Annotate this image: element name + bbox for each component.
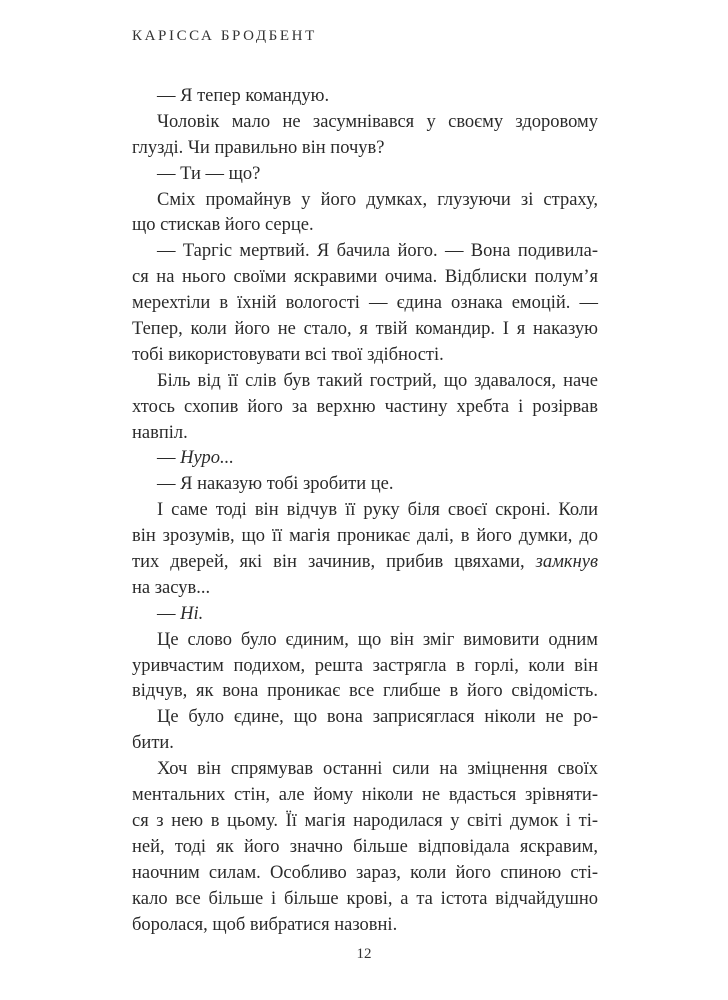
text-line: Чоловік мало не засумнівався у своєму здоровому	[157, 111, 598, 132]
text-line: — Нуро...	[157, 448, 234, 469]
italic-text: Ні.	[180, 603, 204, 624]
text-line: — Ти — що?	[157, 163, 261, 184]
text-line: — Таргіс мертвий. Я бачила його. — Вона подивила-	[157, 241, 598, 262]
text-line: — Я тепер командую.	[157, 86, 330, 106]
text-line: тобі використовувати всі твої здібності.	[132, 344, 444, 365]
text-line: — Я наказую тобі зробити це.	[157, 474, 394, 495]
text-line: ся з нею в цьому. Її магія народилася у світі думок і ті-	[132, 810, 598, 831]
text-line: ся на нього своїми яскравими очима. Відблиски полум’я	[132, 267, 598, 288]
text-line: боролася, щоб вибратися назовні.	[132, 914, 398, 935]
text-line: навпіл.	[132, 422, 188, 443]
text-line: кало все більше і більше крові, а та істота відчайдушно	[132, 888, 598, 909]
running-head: КАРІССА БРОДБЕНТ	[132, 28, 317, 44]
text-line: І саме тоді він відчув її руку біля своєї скроні. Коли	[157, 500, 598, 521]
text-line: відчув, як вона проникає все глибше в його свідомість.	[132, 681, 598, 702]
text-line: Сміх промайнув у його думках, глузуючи зі страху,	[157, 189, 598, 210]
text-line: уривчастим подихом, решта застрягла в горлі, коли він	[132, 655, 598, 676]
text-line: Це слово було єдиним, що він зміг вимовити одним	[157, 629, 598, 650]
text-line: ней, тоді як його значно більше відповідала яскравим,	[132, 836, 598, 857]
text-line: Хоч він спрямував останні сили на зміцнення своїх	[157, 759, 598, 780]
text-line: хтось схопив його за верхню частину хребта і розірвав	[132, 396, 598, 417]
text-line: на засув...	[132, 577, 211, 598]
text-line: ментальних стін, але йому ніколи не вдасться зрівняти-	[132, 785, 598, 806]
italic-text: замкнув	[535, 552, 598, 573]
text-line: — Ні.	[157, 603, 204, 624]
text-line: що стискав його серце.	[132, 215, 314, 236]
text-line: Біль від її слів був такий гострий, що здавалося, наче	[157, 370, 598, 391]
italic-text: Нуро...	[180, 448, 234, 469]
text-line: Це було єдине, що вона заприсяглася ніколи не ро-	[157, 707, 598, 728]
body-text	[132, 84, 598, 938]
text-line: наочним силам. Особливо зараз, коли його спиною сті-	[132, 862, 598, 883]
text-line: бити.	[132, 733, 174, 754]
text-line: глузді. Чи правильно він почув?	[132, 137, 385, 158]
text-line: Тепер, коли його не стало, я твій командир. І я наказую	[132, 319, 598, 340]
text-line: мерехтіли в їхній вологості — єдина ознака емоцій. —	[132, 293, 598, 314]
text-line: тих дверей, які він зачинив, прибив цвяхами, замкнув	[132, 552, 598, 573]
text-line: він зрозумів, що її магія проникає далі, в його думки, до	[132, 526, 598, 547]
page-number: 12	[356, 946, 372, 962]
